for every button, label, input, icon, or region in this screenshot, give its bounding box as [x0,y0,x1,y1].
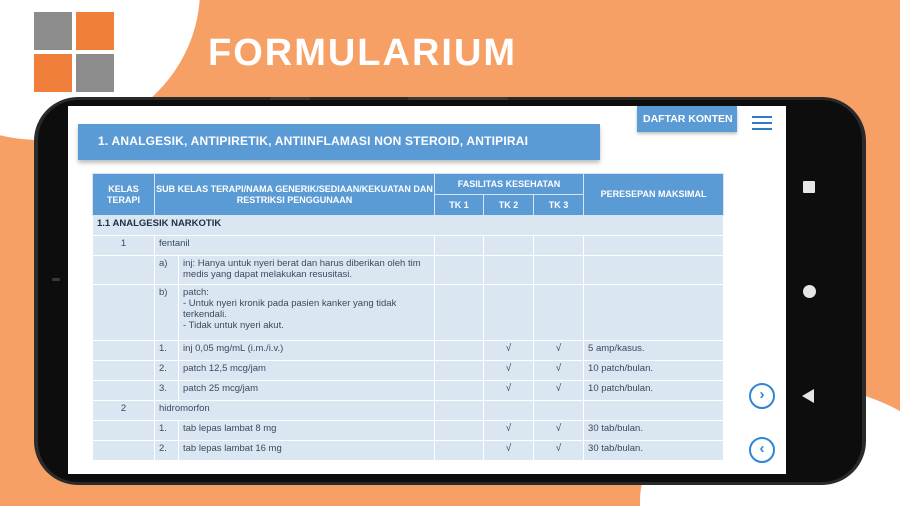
chevron-left-circle-icon[interactable]: ‹ [749,437,775,463]
table-row: b) patch: - Untuk nyeri kronik pada pasien kanker yang tidak terkendali. - Tidak untuk nyeri akut. [93,285,724,341]
table-row: 2. tab lepas lambat 16 mg √ √ 30 tab/bulan. [93,441,724,461]
formulary-table [92,173,724,461]
app-logo [34,12,114,92]
hamburger-menu-icon[interactable] [752,116,772,132]
check-mark: √ [534,381,584,401]
restriction-text: inj: Hanya untuk nyeri berat dan harus diberikan oleh tim medis yang dapat melakukan resusitasi. [179,256,435,285]
check-mark: √ [484,361,534,381]
phone-screen [68,106,786,474]
col-header-sub-kelas: SUB KELAS TERAPI/NAMA GENERIK/SEDIAAN/KEKUATAN DAN RESTRIKSI PENGGUNAAN [155,174,435,216]
table-row: 2. patch 12,5 mcg/jam √ √ 10 patch/bulan. [93,361,724,381]
col-header-tk1: TK 1 [435,195,484,216]
chevron-right-circle-icon[interactable]: › [749,383,775,409]
table-row: a) inj: Hanya untuk nyeri berat dan harus diberikan oleh tim medis yang dapat melakukan resusitasi. [93,256,724,285]
nav-square-icon[interactable] [803,181,815,193]
chapter-title: 1. ANALGESIK, ANTIPIRETIK, ANTIINFLAMASI NON STEROID, ANTIPIRAI [78,124,600,160]
col-header-tk2: TK 2 [484,195,534,216]
phone-sensor [52,278,60,281]
check-mark: √ [484,421,534,441]
col-header-peresepan: PERESEPAN MAKSIMAL [584,174,724,216]
check-mark: √ [484,341,534,361]
nav-home-icon[interactable] [803,285,816,298]
check-mark: √ [484,381,534,401]
col-header-kelas: KELAS TERAPI [93,174,155,216]
drug-name: fentanil [155,236,435,256]
table-row: 3. patch 25 mcg/jam √ √ 10 patch/bulan. [93,381,724,401]
table-row: 1 fentanil [93,236,724,256]
nav-back-icon[interactable] [802,389,814,403]
col-header-faskes: FASILITAS KESEHATAN [435,174,584,195]
check-mark: √ [534,441,584,461]
check-mark: √ [534,421,584,441]
drug-name: hidromorfon [155,401,435,421]
check-mark: √ [484,441,534,461]
check-mark: √ [534,361,584,381]
table-row: 1. tab lepas lambat 8 mg √ √ 30 tab/bulan. [93,421,724,441]
section-title: 1.1 ANALGESIK NARKOTIK [93,216,724,236]
check-mark: √ [534,341,584,361]
toc-button[interactable]: DAFTAR KONTEN [637,106,737,132]
app-title: FORMULARIUM [208,32,518,74]
restriction-text: patch: - Untuk nyeri kronik pada pasien kanker yang tidak terkendali. - Tidak untuk nyeri akut. [179,285,435,341]
table-row: 2 hidromorfon [93,401,724,421]
table-row: 1. inj 0,05 mg/mL (i.m./i.v.) √ √ 5 amp/kasus. [93,341,724,361]
col-header-tk3: TK 3 [534,195,584,216]
